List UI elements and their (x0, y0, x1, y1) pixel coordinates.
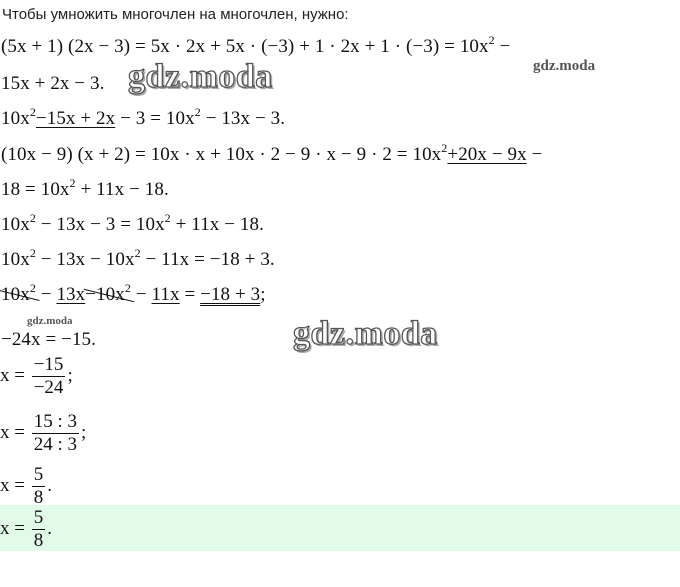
fraction-2-end: ; (81, 421, 87, 443)
step-3 (1, 105, 286, 130)
step-6-exp: 2 (29, 211, 36, 225)
step-6 (1, 211, 264, 236)
watermark-small-right: gdz.moda (533, 58, 596, 74)
fraction-step-2 (0, 411, 86, 456)
fraction-2 (32, 411, 79, 456)
fraction-3-denominator: 8 (33, 487, 44, 508)
struck-term-1 (1, 281, 36, 306)
step-4-exp: 2 (441, 141, 448, 155)
fraction-step-4-answer (0, 507, 52, 552)
struck-term-2-base: −10x (85, 284, 125, 305)
step-6-tail: + 11x − 18. (170, 214, 264, 235)
step-1-tail: − (494, 36, 511, 57)
step-4 (1, 141, 543, 166)
watermark-top: gdz.moda (128, 58, 273, 95)
struck-term-1-exp: 2 (29, 281, 36, 295)
fraction-3-numerator: 5 (33, 464, 44, 485)
step-5-text: 18 = 10x (1, 179, 70, 200)
step-4-text: (10x − 9) (x + 2) = 10x · x + 10x · 2 − 9 · x − 9 · 2 = 10x (1, 144, 442, 165)
step-3-tail: − 13x − 3. (200, 108, 286, 129)
step-7-text: 10x (1, 249, 30, 270)
fraction-4-end: . (47, 517, 52, 539)
step-4-tail: − (526, 144, 543, 165)
underlined-term-2: 11x (151, 284, 180, 305)
fraction-step-1 (0, 354, 73, 399)
step-7 (1, 246, 275, 271)
double-underlined-term: −18 + 3 (200, 284, 261, 305)
step-6-text: 10x (1, 214, 30, 235)
fraction-1-denominator: −24 (33, 377, 64, 398)
fraction-1 (32, 354, 66, 399)
step-3-exp2: 2 (194, 105, 201, 119)
fraction-3 (32, 464, 46, 509)
fraction-step-3 (0, 464, 52, 509)
step-8-end: ; (260, 284, 266, 305)
step-3-exp: 2 (29, 105, 36, 119)
step-8 (1, 281, 266, 306)
fraction-2-lhs: x = (0, 421, 30, 443)
fraction-4-numerator: 5 (33, 507, 44, 528)
struck-term-1-base: 10x (1, 284, 30, 305)
fraction-2-numerator: 15 : 3 (33, 411, 77, 432)
fraction-3-lhs: x = (0, 474, 30, 496)
step-3-mid: − 3 = 10x (115, 108, 195, 129)
step-7-exp: 2 (29, 246, 36, 260)
step-1-exp: 2 (488, 33, 495, 47)
step-3-underlined: −15x + 2x (35, 108, 116, 129)
step-6-exp2: 2 (164, 211, 171, 225)
answer-highlight (0, 505, 680, 551)
struck-term-2-exp: 2 (124, 281, 131, 295)
step-1 (1, 33, 511, 58)
step-8-minus-1: − (35, 284, 57, 305)
step-6-mid: − 13x − 3 = 10x (35, 214, 165, 235)
step-5 (1, 176, 169, 201)
fraction-1-end: ; (67, 364, 73, 386)
fraction-1-numerator: −15 (33, 354, 64, 375)
step-1-text: (5x + 1) (2x − 3) = 5x · 2x + 5x · (−3) + 1 · 2x + 1 · (−3) = 10x (1, 36, 489, 57)
step-9: −24x = −15. (1, 329, 96, 350)
struck-term-2 (85, 281, 131, 306)
watermark-middle: gdz.moda (293, 315, 438, 352)
step-7-exp2: 2 (134, 246, 141, 260)
fraction-4-lhs: x = (0, 517, 30, 539)
step-8-minus-2: − (130, 284, 152, 305)
step-3-text: 10x (1, 108, 30, 129)
step-2: 15x + 2x − 3. (1, 73, 105, 94)
step-4-underlined: +20x − 9x (447, 144, 527, 165)
fraction-3-end: . (47, 474, 52, 496)
step-7-mid: − 13x − 10x (35, 249, 135, 270)
underlined-term-1: 13x (56, 284, 86, 305)
fraction-4-denominator: 8 (33, 530, 44, 551)
step-8-equals: = (179, 284, 201, 305)
intro-text: Чтобы умножить многочлен на многочлен, нужно: (2, 6, 349, 23)
fraction-1-lhs: x = (0, 364, 30, 386)
watermark-small-left: gdz.moda (27, 315, 73, 327)
step-7-tail: − 11x = −18 + 3. (140, 249, 275, 270)
step-5-exp: 2 (69, 176, 76, 190)
step-5-tail: + 11x − 18. (75, 179, 169, 200)
fraction-2-denominator: 24 : 3 (33, 434, 77, 455)
fraction-4 (32, 507, 46, 552)
